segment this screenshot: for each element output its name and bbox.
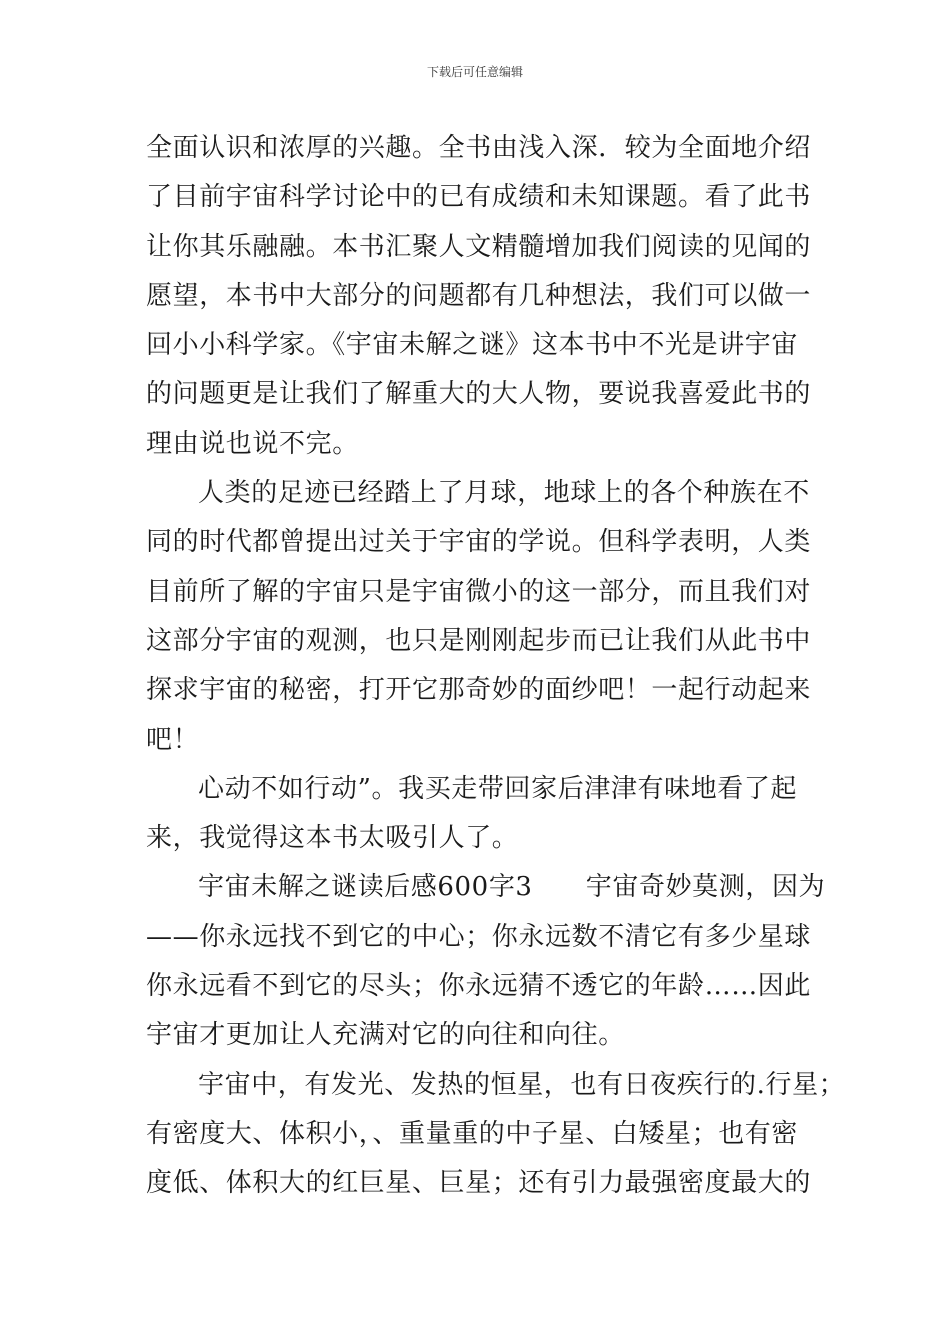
- page-header: 下载后可任意编辑: [426, 65, 523, 79]
- text-line: 人类的足迹已经踏上了月球，地球上的各个种族在不: [198, 478, 810, 509]
- paragraph: [146, 863, 826, 1060]
- text-line: 有密度大、体积小，、重量重的中子星、白矮星；也有密: [146, 1118, 799, 1149]
- paragraph: [146, 469, 810, 765]
- text-line: 了目前宇宙科学讨论中的已有成绩和未知课题。看了此书: [146, 182, 812, 213]
- text-line: 目前所了解的宇宙只是宇宙微小的这一部分，而且我们对: [146, 576, 812, 607]
- body-text: [146, 124, 846, 1209]
- paragraph: [146, 765, 810, 864]
- text-line: 你永远看不到它的尽头；你永远猜不透它的年龄……因此: [146, 971, 812, 1002]
- paragraph: [146, 124, 810, 469]
- text-line: 这部分宇宙的观测，也只是刚刚起步而已让我们从此书中: [146, 625, 812, 656]
- text-line: 探求宇宙的秘密，打开它那奇妙的面纱吧！一起行动起来: [146, 675, 812, 706]
- text-line: 回小小科学家。《宇宙未解之谜》这本书中不光是讲宇宙: [146, 330, 799, 361]
- text-line: 心动不如行动”。我买走带回家后津津有味地看了起: [198, 773, 798, 804]
- text-line: 度低、体积大的红巨星、巨星；还有引力最强密度最大的: [146, 1168, 812, 1199]
- text-line: 宇宙才更加让人充满对它的向往和向往。: [146, 1020, 625, 1051]
- text-line: ——你永远找不到它的中心；你永远数不清它有多少星球: [146, 921, 812, 952]
- text-line: 的问题更是让我们了解重大的大人物，要说我喜爱此书的: [146, 379, 812, 410]
- text-line: 宇宙中，有发光、发热的恒星，也有日夜疾行的.行星；: [198, 1069, 846, 1100]
- text-line: 全面认识和浓厚的兴趣。全书由浅入深．较为全面地介绍: [146, 133, 812, 163]
- paragraph: [146, 1061, 846, 1209]
- text-line: 同的时代都曾提出过关于宇宙的学说。但科学表明，人类: [146, 527, 812, 558]
- text-line: 理由说也说不完。: [146, 428, 359, 459]
- text-line: 来，我觉得这本书太吸引人了。: [146, 823, 519, 854]
- text-line: 吧！: [146, 724, 200, 755]
- text-line: 宇宙未解之谜读后感600字3 宇宙奇妙莫测，因为: [198, 872, 826, 903]
- text-line: 愿望，本书中大部分的问题都有几种想法，我们可以做一: [146, 280, 812, 311]
- text-line: 让你其乐融融。本书汇聚人文精髓增加我们阅读的见闻的: [146, 231, 812, 262]
